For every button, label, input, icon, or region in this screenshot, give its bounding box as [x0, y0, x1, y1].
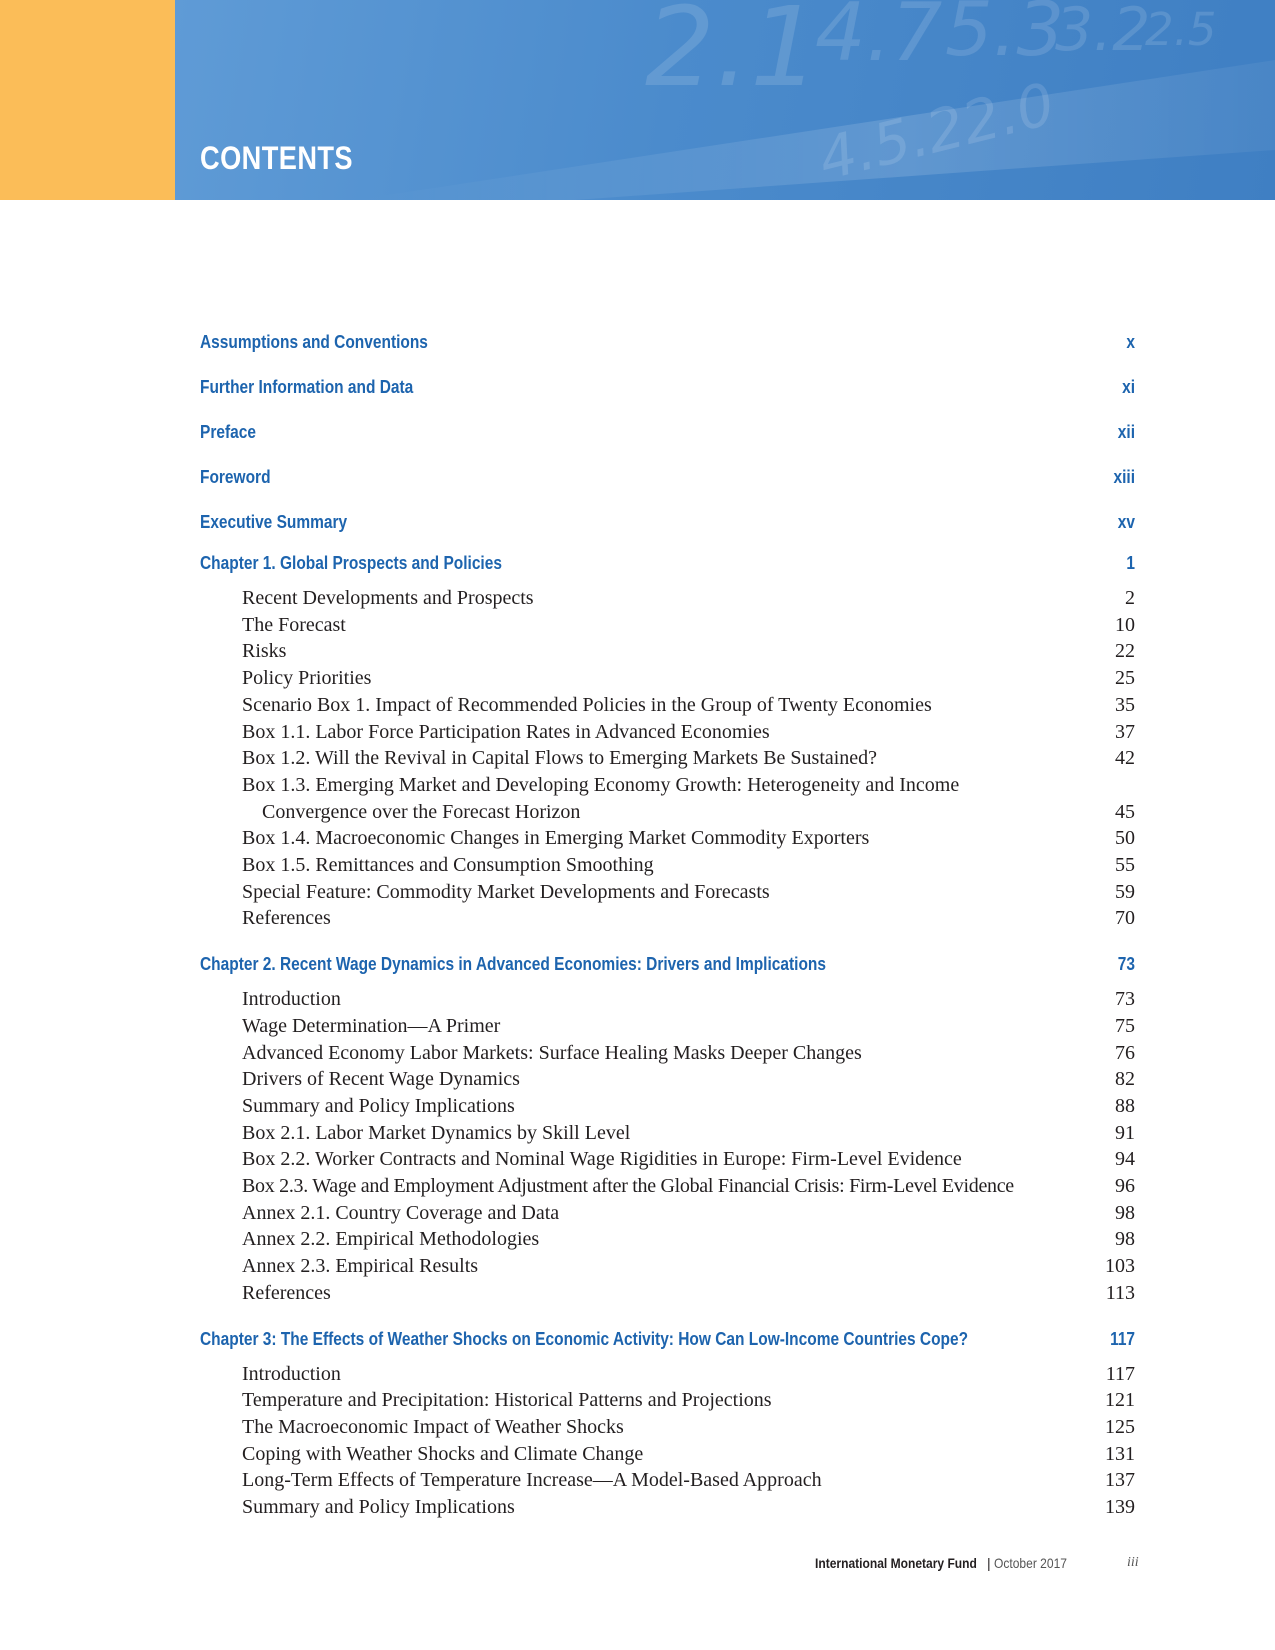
- toc-item-title: Box 2.3. Wage and Employment Adjustment after the Global Financial Crisis: Firm-Level Evidence: [242, 1175, 1014, 1198]
- toc-item[interactable]: [242, 1280, 1135, 1307]
- toc-item-title: References: [242, 907, 331, 930]
- toc-item-title: Box 1.2. Will the Revival in Capital Flows to Emerging Markets Be Sustained?: [242, 747, 878, 770]
- toc-item-title: The Forecast: [242, 613, 346, 636]
- toc-item-title: Annex 2.1. Country Coverage and Data: [242, 1201, 560, 1224]
- toc-item-page: 70: [1115, 907, 1135, 930]
- footer-date: October 2017: [994, 1555, 1067, 1571]
- toc-entry-title: Assumptions and Conventions: [200, 332, 428, 352]
- toc-item[interactable]: [242, 665, 1135, 692]
- toc-item-title: [242, 772, 959, 825]
- toc-item-title: Risks: [242, 640, 287, 663]
- toc-item[interactable]: [242, 1494, 1135, 1521]
- toc-item-page: 88: [1115, 1094, 1135, 1117]
- toc-item-title: Temperature and Precipitation: Historical Patterns and Projections: [242, 1389, 772, 1412]
- toc-item-page: 96: [1115, 1175, 1135, 1198]
- toc-entry-executive-summary[interactable]: [200, 500, 1135, 545]
- footer-organization: International Monetary Fund: [815, 1555, 977, 1571]
- toc-item-title: The Macroeconomic Impact of Weather Shocks: [242, 1415, 624, 1438]
- orange-corner-block: [0, 0, 175, 200]
- toc-item[interactable]: [242, 1441, 1135, 1468]
- toc-entry-foreword[interactable]: [200, 455, 1135, 500]
- chapter-2-items: [242, 986, 1135, 1306]
- chapter-title: Chapter 1. Global Prospects and Policies: [200, 553, 502, 573]
- toc-item-page: 50: [1115, 827, 1135, 850]
- toc-item[interactable]: [242, 585, 1135, 612]
- banner-number: 5.3: [945, 0, 1065, 73]
- toc-item-page: 91: [1115, 1121, 1135, 1144]
- toc-item[interactable]: [242, 1173, 1135, 1200]
- chapter-1-section: [200, 549, 1135, 932]
- chapter-3-heading[interactable]: [200, 1325, 1135, 1353]
- toc-item-page: 42: [1115, 747, 1135, 770]
- toc-entry-title: Executive Summary: [200, 512, 348, 532]
- toc-item-title: Recent Developments and Prospects: [242, 587, 534, 609]
- toc-entry-page: x: [1126, 332, 1135, 352]
- toc-item[interactable]: [242, 905, 1135, 932]
- toc-item-title: Box 1.5. Remittances and Consumption Smoothing: [242, 854, 654, 877]
- toc-item[interactable]: [242, 1040, 1135, 1067]
- toc-item-title: Annex 2.2. Empirical Methodologies: [242, 1228, 540, 1251]
- footer-separator: |: [987, 1555, 991, 1571]
- toc-item[interactable]: [242, 1013, 1135, 1040]
- chapter-page: 117: [1110, 1328, 1135, 1349]
- chapter-2-heading[interactable]: [200, 950, 1135, 978]
- toc-entry-title: Foreword: [200, 467, 271, 487]
- toc-item-title: Annex 2.3. Empirical Results: [242, 1255, 479, 1278]
- toc-item-page: 121: [1105, 1389, 1135, 1412]
- toc-item-page: 73: [1115, 988, 1135, 1011]
- toc-item-title: Introduction: [242, 1362, 341, 1385]
- toc-item[interactable]: [242, 1146, 1135, 1173]
- toc-item-page: 45: [1115, 800, 1135, 823]
- toc-item-page: 98: [1115, 1201, 1135, 1224]
- toc-item[interactable]: [242, 1066, 1135, 1093]
- toc-item-page: 82: [1115, 1068, 1135, 1091]
- toc-item-title: Box 1.4. Macroeconomic Changes in Emerging Market Commodity Exporters: [242, 827, 870, 850]
- toc-item-page: 113: [1105, 1281, 1135, 1304]
- toc-item[interactable]: [242, 1387, 1135, 1414]
- toc-item[interactable]: [242, 745, 1135, 772]
- toc-item[interactable]: [242, 1467, 1135, 1494]
- toc-item-title: Scenario Box 1. Impact of Recommended Policies in the Group of Twenty Economies: [242, 693, 932, 716]
- page-title: CONTENTS: [200, 140, 353, 176]
- toc-item-title: Drivers of Recent Wage Dynamics: [242, 1068, 520, 1091]
- chapter-3-section: [200, 1325, 1135, 1521]
- toc-item-page: 131: [1105, 1442, 1135, 1465]
- toc-item-title-line-2: Convergence over the Forecast Horizon: [262, 800, 581, 823]
- toc-item-title: Coping with Weather Shocks and Climate Change: [242, 1442, 644, 1465]
- toc-item-page: 22: [1115, 640, 1135, 663]
- toc-item-title: Wage Determination—A Primer: [242, 1014, 501, 1037]
- toc-item-page: 35: [1115, 693, 1135, 716]
- toc-item[interactable]: [242, 852, 1135, 879]
- toc-entry-assumptions[interactable]: [200, 320, 1135, 365]
- toc-item-page: 25: [1115, 667, 1135, 690]
- table-of-contents: [200, 320, 1135, 1521]
- toc-entry-page: xiii: [1113, 467, 1135, 487]
- toc-entry-page: xv: [1117, 512, 1135, 532]
- toc-item[interactable]: [242, 1200, 1135, 1227]
- toc-item-page: 59: [1115, 880, 1135, 903]
- toc-item-title: Box 2.2. Worker Contracts and Nominal Wage Rigidities in Europe: Firm-Level Evidence: [242, 1148, 962, 1171]
- chapter-page: 73: [1117, 954, 1135, 975]
- banner-number: 2.1: [645, 0, 820, 111]
- toc-item-page: 98: [1115, 1228, 1135, 1251]
- chapter-title: Chapter 3: The Effects of Weather Shocks on Economic Activity: How Can Low-Income Countries Cope?: [200, 1328, 969, 1349]
- front-matter-list: [200, 320, 1135, 545]
- toc-entry-preface[interactable]: [200, 410, 1135, 455]
- chapter-2-section: [200, 950, 1135, 1306]
- toc-item[interactable]: [242, 692, 1135, 719]
- toc-item-page: 139: [1105, 1496, 1135, 1519]
- banner-number: 4.7: [815, 0, 943, 79]
- toc-entry-page: xii: [1117, 422, 1135, 442]
- toc-item-title: Box 1.1. Labor Force Participation Rates in Advanced Economies: [242, 720, 770, 743]
- chapter-1-items: [242, 585, 1135, 932]
- toc-item-title: Advanced Economy Labor Markets: Surface Healing Masks Deeper Changes: [242, 1041, 862, 1064]
- chapter-title: Chapter 2. Recent Wage Dynamics in Advanced Economies: Drivers and Implications: [200, 954, 826, 975]
- toc-item-page: 55: [1115, 854, 1135, 877]
- toc-item-title: Long-Term Effects of Temperature Increase—A Model-Based Approach: [242, 1469, 822, 1492]
- toc-item[interactable]: [242, 986, 1135, 1013]
- toc-item-page: 75: [1115, 1014, 1135, 1037]
- toc-item-title: Summary and Policy Implications: [242, 1496, 515, 1519]
- toc-item-page: 2: [1125, 587, 1135, 609]
- toc-item-page: 117: [1105, 1362, 1135, 1385]
- toc-entry-further-information[interactable]: [200, 365, 1135, 410]
- toc-item[interactable]: [242, 612, 1135, 639]
- toc-item[interactable]: [242, 1226, 1135, 1253]
- toc-item[interactable]: [242, 772, 1135, 825]
- banner-number: 3.2: [1055, 0, 1151, 65]
- toc-item-title: Introduction: [242, 988, 341, 1011]
- toc-item-title: Box 2.1. Labor Market Dynamics by Skill Level: [242, 1121, 631, 1144]
- toc-item-page: 137: [1105, 1469, 1135, 1492]
- toc-entry-title: Further Information and Data: [200, 377, 414, 397]
- toc-item-title: Policy Priorities: [242, 667, 372, 690]
- toc-item-page: 10: [1115, 613, 1135, 636]
- toc-item[interactable]: [242, 825, 1135, 852]
- toc-item-page: 94: [1115, 1148, 1135, 1171]
- footer-page-number: iii: [1127, 1555, 1139, 1570]
- banner-number: 2.5: [1145, 3, 1217, 56]
- toc-entry-title: Preface: [200, 422, 256, 442]
- toc-item[interactable]: [242, 879, 1135, 906]
- toc-entry-page: xi: [1122, 377, 1135, 397]
- chapter-page: 1: [1126, 553, 1135, 573]
- toc-item[interactable]: [242, 1253, 1135, 1280]
- toc-item-title-line-1: Box 1.3. Emerging Market and Developing Economy Growth: Heterogeneity and Income: [242, 773, 960, 796]
- toc-item[interactable]: [242, 1120, 1135, 1147]
- toc-item-page: 76: [1115, 1041, 1135, 1064]
- toc-item-title: Special Feature: Commodity Market Developments and Forecasts: [242, 880, 770, 903]
- toc-item-page: 37: [1115, 720, 1135, 743]
- toc-item-title: Summary and Policy Implications: [242, 1094, 515, 1117]
- chapter-1-heading[interactable]: [200, 549, 1135, 577]
- toc-item[interactable]: [242, 1093, 1135, 1120]
- chapter-3-items: [242, 1361, 1135, 1521]
- toc-item-page: 103: [1105, 1255, 1135, 1278]
- toc-item[interactable]: [242, 1361, 1135, 1388]
- toc-item-title: References: [242, 1281, 331, 1304]
- toc-item-page: 125: [1105, 1415, 1135, 1438]
- toc-item[interactable]: [242, 1414, 1135, 1441]
- toc-item[interactable]: [242, 719, 1135, 746]
- toc-item[interactable]: [242, 638, 1135, 665]
